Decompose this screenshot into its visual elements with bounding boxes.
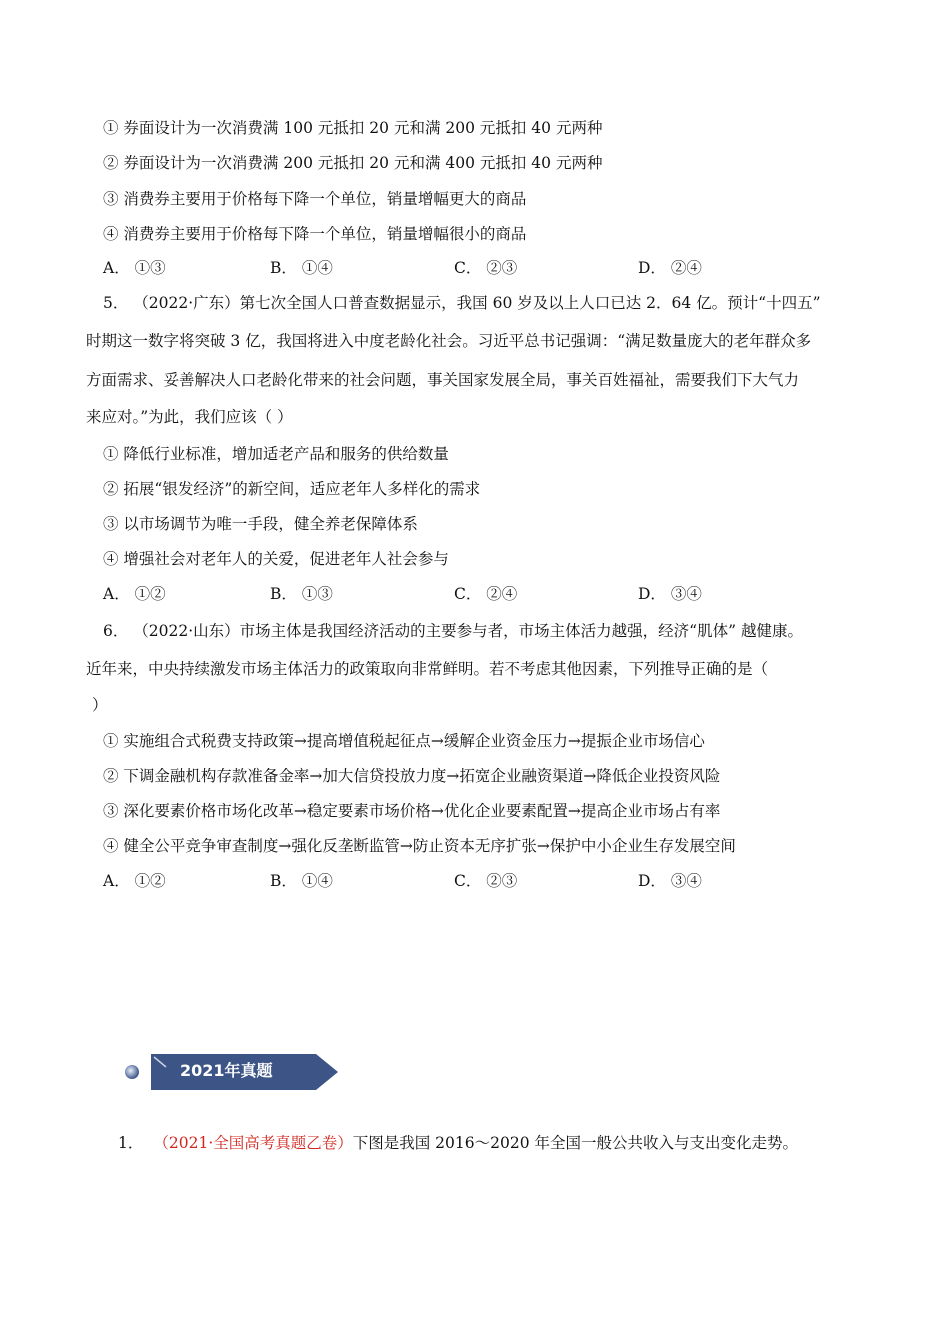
q5-stem-line-1: 5． （2022·广东）第七次全国人口普查数据显示，我国 60 岁及以上人口已达 2．64 亿。预计“十四五” xyxy=(103,294,821,312)
q5-item-3: ③ 以市场调节为唯一手段，健全养老保障体系 xyxy=(103,515,418,533)
q4-item-1: ① 券面设计为一次消费满 100 元抵扣 20 元和满 200 元抵扣 40 元两种 xyxy=(103,119,603,137)
q2021-1 xyxy=(118,1132,798,1154)
q4-option-c: C． ②③ xyxy=(454,259,518,277)
q5-stem-line-4: 来应对。”为此，我们应该（ ） xyxy=(86,408,293,426)
q6-item-3: ③ 深化要素价格市场化改革→稳定要素市场价格→优化企业要素配置→提高企业市场占有率 xyxy=(103,802,721,820)
q5-option-c: C． ②④ xyxy=(454,585,518,603)
q4-option-d: D． ②④ xyxy=(638,259,702,277)
q2021-1-source: （2021·全国高考真题乙卷） xyxy=(153,1134,353,1152)
q2021-1-text: 下图是我国 2016～2020 年全国一般公共收入与支出变化走势。 xyxy=(352,1134,798,1152)
q6-option-c: C． ②③ xyxy=(454,872,518,890)
q6-option-b: B． ①④ xyxy=(270,872,333,890)
q6-item-4: ④ 健全公平竞争审查制度→强化反垄断监管→防止资本无序扩张→保护中小企业生存发展空间 xyxy=(103,837,736,855)
q4-item-3: ③ 消费券主要用于价格每下降一个单位，销量增幅更大的商品 xyxy=(103,190,527,208)
q5-item-1: ① 降低行业标准，增加适老产品和服务的供给数量 xyxy=(103,445,449,463)
q6-stem-line-1: 6． （2022·山东）市场主体是我国经济活动的主要参与者，市场主体活力越强，经济“肌体” 越健康。 xyxy=(103,622,803,640)
q5-item-2: ② 拓展“银发经济”的新空间，适应老年人多样化的需求 xyxy=(103,480,481,498)
q5-item-4: ④ 增强社会对老年人的关爱，促进老年人社会参与 xyxy=(103,550,449,568)
q6-option-d: D． ③④ xyxy=(638,872,702,890)
q5-stem-line-2: 时期这一数字将突破 3 亿，我国将进入中度老龄化社会。习近平总书记强调：“满足数量庞大的老年群众多 xyxy=(86,332,812,350)
q4-option-b: B． ①④ xyxy=(270,259,333,277)
q5-option-a: A． ①② xyxy=(103,585,166,603)
q4-item-2: ② 券面设计为一次消费满 200 元抵扣 20 元和满 400 元抵扣 40 元两种 xyxy=(103,154,603,172)
q6-item-2: ② 下调金融机构存款准备金率→加大信贷投放力度→拓宽企业融资渠道→降低企业投资风险 xyxy=(103,767,721,785)
q6-stem-line-2: 近年来，中央持续激发市场主体活力的政策取向非常鲜明。若不考虑其他因素，下列推导正确的是（ xyxy=(86,660,769,678)
bullet-dot-icon xyxy=(125,1065,139,1079)
q6-item-1: ① 实施组合式税费支持政策→提高增值税起征点→缓解企业资金压力→提振企业市场信心 xyxy=(103,732,705,750)
q5-option-d: D． ③④ xyxy=(638,585,702,603)
q4-item-4: ④ 消费券主要用于价格每下降一个单位，销量增幅很小的商品 xyxy=(103,225,527,243)
q4-option-a: A． ①③ xyxy=(103,259,166,277)
q6-option-a: A． ①② xyxy=(103,872,166,890)
q2021-1-number: 1． xyxy=(118,1134,144,1152)
q5-stem-line-3: 方面需求、妥善解决人口老龄化带来的社会问题，事关国家发展全局，事关百姓福祉，需要我们下大气力 xyxy=(86,371,800,389)
q5-option-b: B． ①③ xyxy=(270,585,333,603)
q6-stem-line-3: ） xyxy=(92,696,108,714)
section-title: 2021年真题 xyxy=(180,1061,273,1080)
